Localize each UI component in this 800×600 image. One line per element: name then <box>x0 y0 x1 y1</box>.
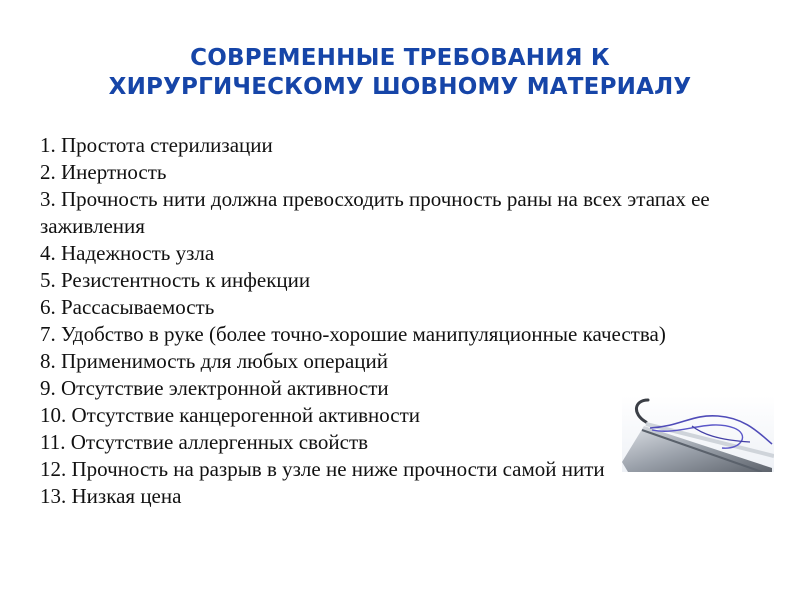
requirement-item: 1. Простота стерилизации <box>40 133 273 157</box>
requirement-item: 5. Резистентность к инфекции <box>40 268 311 292</box>
slide-title <box>40 44 760 102</box>
requirement-item: 6. Рассасываемость <box>40 295 215 319</box>
requirement-item: 3. Прочность нити должна превосходить прочность раны на всех этапах ее заживления <box>40 187 710 238</box>
requirement-item: 9. Отсутствие электронной активности <box>40 376 389 400</box>
requirement-item: 11. Отсутствие аллергенных свойств <box>40 430 369 454</box>
requirement-item: 12. Прочность на разрыв в узле не ниже прочности самой нити <box>40 457 605 481</box>
requirement-item: 7. Удобство в руке (более точно-хорошие манипуляционные качества) <box>40 322 666 346</box>
requirement-item: 10. Отсутствие канцерогенной активности <box>40 403 420 427</box>
surgical-suture-needle-icon <box>622 396 774 472</box>
requirement-item: 13. Низкая цена <box>40 484 182 508</box>
slide-title-line-1: СОВРЕМЕННЫЕ ТРЕБОВАНИЯ К <box>190 45 610 71</box>
requirement-item: 2. Инертность <box>40 160 167 184</box>
requirement-item: 4. Надежность узла <box>40 241 215 265</box>
requirement-item: 8. Применимость для любых операций <box>40 349 389 373</box>
slide-title-line-2: ХИРУРГИЧЕСКОМУ ШОВНОМУ МАТЕРИАЛУ <box>108 74 692 100</box>
